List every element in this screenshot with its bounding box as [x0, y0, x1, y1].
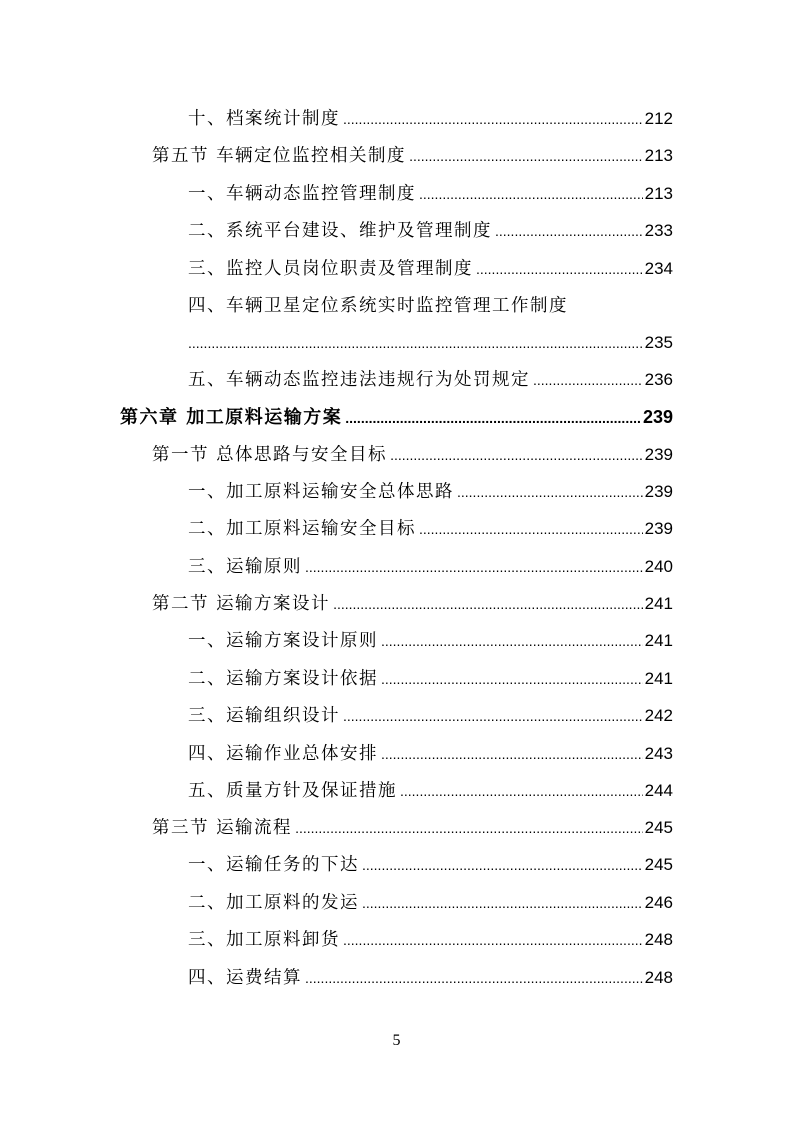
toc-entry-title: 二、加工原料的发运 — [188, 893, 359, 913]
toc-entry-page: 233 — [644, 221, 673, 240]
toc-entry[interactable] — [188, 628, 673, 654]
toc-entry-section[interactable] — [152, 442, 673, 468]
toc-entry-title: 三、监控人员岗位职责及管理制度 — [188, 259, 473, 279]
toc-entry-title: 三、运输原则 — [188, 557, 302, 577]
toc-entry-page: 239 — [644, 445, 673, 464]
toc-entry-page: 243 — [644, 744, 673, 763]
toc-entry-page: 213 — [644, 184, 673, 203]
toc-leader-dots — [343, 927, 643, 953]
toc-entry-title: 二、系统平台建设、维护及管理制度 — [188, 221, 492, 241]
toc-entry-title: 一、车辆动态监控管理制度 — [188, 184, 416, 204]
toc-leader-dots — [400, 778, 643, 804]
toc-entry-page: 241 — [644, 631, 673, 650]
toc-entry-continuation[interactable] — [188, 330, 673, 356]
toc-entry-page: 242 — [644, 706, 673, 725]
toc-entry-title: 第六章 加工原料运输方案 — [120, 407, 343, 428]
toc-leader-dots — [343, 703, 643, 729]
toc-entry-page: 234 — [644, 259, 673, 278]
toc-entry[interactable] — [188, 965, 673, 991]
toc-leader-dots — [188, 330, 643, 356]
toc-entry[interactable] — [188, 218, 673, 244]
toc-entry-page: 245 — [644, 818, 673, 837]
page-number: 5 — [392, 1032, 401, 1049]
toc-leader-dots — [381, 628, 643, 654]
toc-entry-title: 十、档案统计制度 — [188, 109, 340, 129]
toc-entry[interactable] — [188, 778, 673, 804]
toc-entry[interactable] — [188, 666, 673, 692]
toc-entry-title: 二、运输方案设计依据 — [188, 669, 378, 689]
toc-leader-dots — [419, 181, 643, 207]
toc-entry-title: 第五节 车辆定位监控相关制度 — [152, 146, 407, 166]
toc-leader-dots — [476, 256, 643, 282]
toc-leader-dots — [381, 666, 643, 692]
toc-leader-dots — [343, 106, 643, 132]
toc-entry-title: 四、运费结算 — [188, 968, 302, 988]
toc-entry-title: 一、加工原料运输安全总体思路 — [188, 482, 454, 502]
toc-leader-dots — [333, 591, 643, 617]
toc-entry-page: 239 — [644, 519, 673, 538]
toc-leader-dots — [305, 965, 643, 991]
toc-entry-title: 三、运输组织设计 — [188, 706, 340, 726]
toc-entry-page: 240 — [644, 557, 673, 576]
toc-entry[interactable] — [188, 256, 673, 282]
toc-entry-title: 第三节 运输流程 — [152, 818, 293, 838]
toc-leader-dots — [362, 852, 643, 878]
toc-leader-dots — [295, 815, 643, 841]
toc-entry-page: 241 — [644, 594, 673, 613]
toc-leader-dots — [409, 143, 643, 169]
toc-entry-title: 一、运输方案设计原则 — [188, 631, 378, 651]
toc-entry-title-wrapped[interactable]: 四、车辆卫星定位系统实时监控管理工作制度 — [188, 296, 568, 316]
toc-entry[interactable] — [188, 703, 673, 729]
toc-leader-dots — [390, 442, 643, 468]
toc-entry-section[interactable] — [152, 143, 673, 169]
toc-entry[interactable] — [188, 890, 673, 916]
toc-entry[interactable] — [188, 367, 673, 393]
toc-leader-dots — [305, 554, 643, 580]
toc-entry[interactable] — [188, 554, 673, 580]
toc-leader-dots — [495, 218, 643, 244]
toc-entry[interactable] — [188, 927, 673, 953]
toc-entry-title: 一、运输任务的下达 — [188, 855, 359, 875]
toc-entry[interactable] — [188, 516, 673, 542]
toc-entry[interactable] — [188, 181, 673, 207]
toc-entry[interactable] — [188, 479, 673, 505]
toc-entry-title: 五、车辆动态监控违法违规行为处罚规定 — [188, 370, 530, 390]
toc-leader-dots — [362, 890, 643, 916]
toc-entry[interactable] — [188, 106, 673, 132]
toc-entry[interactable] — [188, 852, 673, 878]
toc-entry-title: 四、运输作业总体安排 — [188, 744, 378, 764]
toc-entry-page: 246 — [644, 893, 673, 912]
toc-entry-page: 212 — [644, 109, 673, 128]
toc-entry-page: 248 — [644, 968, 673, 987]
toc-entry-title: 第二节 运输方案设计 — [152, 594, 331, 614]
toc-leader-dots — [345, 405, 641, 431]
toc-leader-dots — [457, 479, 643, 505]
toc-entry-page: 245 — [644, 855, 673, 874]
toc-entry-page: 248 — [644, 930, 673, 949]
toc-leader-dots — [381, 741, 643, 767]
toc-entry-title: 第一节 总体思路与安全目标 — [152, 445, 388, 465]
toc-entry-title: 五、质量方针及保证措施 — [188, 781, 397, 801]
toc-entry-page: 244 — [644, 781, 673, 800]
toc-entry-page: 236 — [644, 370, 673, 389]
toc-entry-page: 239 — [642, 407, 673, 427]
toc-entry-page: 241 — [644, 669, 673, 688]
toc-entry-section[interactable] — [152, 591, 673, 617]
toc-entry-page: 235 — [644, 333, 673, 352]
toc-entry-page: 239 — [644, 482, 673, 501]
toc-entry-section[interactable] — [152, 815, 673, 841]
toc-entry-title: 三、加工原料卸货 — [188, 930, 340, 950]
toc-entry-title: 二、加工原料运输安全目标 — [188, 519, 416, 539]
toc-leader-dots — [419, 516, 643, 542]
toc-entry-chapter[interactable] — [120, 404, 673, 430]
toc-leader-dots — [533, 367, 643, 393]
toc-entry-page: 213 — [644, 146, 673, 165]
toc-entry[interactable] — [188, 741, 673, 767]
